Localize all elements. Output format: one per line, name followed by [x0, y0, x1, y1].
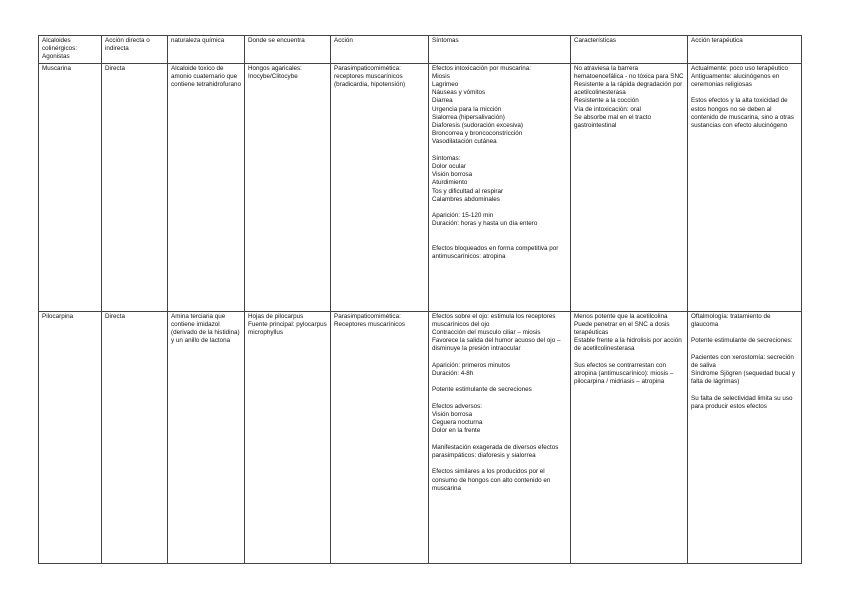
cell-line: Parasimpaticomimética: Receptores muscarínicos	[334, 312, 406, 328]
action-type-cell: Directa	[102, 311, 168, 563]
cell-line: Calambres abdominales	[432, 195, 500, 203]
cell-line	[691, 345, 798, 353]
cell-line: Sus efectos se contrarrestan con atropina (antimuscarínico): miosis – pilocarpina / midriasis – atropina	[574, 361, 674, 386]
cell-line: Aturdimiento	[432, 179, 468, 187]
alkaloid-name-cell: Pilocarpina	[39, 311, 102, 563]
cell-line: Estos efectos y la alta toxicidad de estos hongos no se deben al contenido de muscarina, sino a otras sustancias con efecto alucinógeno	[691, 97, 794, 130]
cell-line: Aparición: 15-120 min	[432, 212, 494, 220]
cell-line: Vasodilatación cutánea	[432, 138, 497, 146]
cell-line: Efectos similares a los producidos por el consumo de hongos con alto contenido en muscarina	[432, 468, 551, 492]
cell-line: Potente estimulante de secreciones:	[691, 337, 793, 345]
cell-line: Urgencia para la micción	[432, 105, 502, 113]
cell-line: Favorece la salida del humor acuoso del ojo – disminuye la presión intraocular	[432, 337, 561, 353]
cell-line	[432, 204, 567, 212]
cell-line	[432, 354, 567, 362]
cell-line: Estable frente a la hidrolisis por acción de acetilcolinesterasa	[574, 337, 682, 353]
cell-line: Sialorrea (hipersalivación)	[432, 113, 505, 121]
cell-line: No atraviesa la barrera hematoencefálica - no tóxica para SNC	[574, 64, 684, 80]
cell-line: Síndrome Sjögren (sequedad bucal y falta de lágrimas)	[691, 370, 795, 386]
cell-line	[574, 354, 684, 362]
cell-line: Parasimpaticomimética: receptores muscarínicos (bradicardia, hipotensión)	[334, 64, 406, 89]
cell-line: Ceguera nocturna	[432, 419, 483, 427]
cell-line: Se absorbe mal en el tracto gastrointestinal	[574, 113, 652, 130]
header-cell: Acción	[331, 36, 429, 64]
cell-line	[432, 147, 567, 155]
header-cell: Donde se encuentra	[245, 36, 331, 64]
cell-line	[432, 378, 567, 386]
cell-line	[432, 229, 567, 237]
cell-line	[432, 395, 567, 403]
alkaloid-name-cell: Muscarina	[39, 63, 102, 311]
cell-line: Náuseas y vómitos	[432, 89, 486, 97]
chemical-nature-cell	[168, 311, 245, 563]
source-cell	[245, 63, 331, 311]
table-header-row	[39, 36, 802, 64]
table-row	[39, 311, 802, 563]
features-cell	[571, 63, 688, 311]
header-cell: naturaleza química	[168, 36, 245, 64]
cell-line: Efectos intoxicación por muscarina:	[432, 64, 532, 72]
cell-line: Duración: 4-8h	[432, 370, 474, 378]
cell-line: Diarrea	[432, 97, 453, 105]
cell-line: Menos potente que la acetilcolina	[574, 312, 668, 320]
cell-line: Manifestación exagerada de diversos efectos parasimpáticos: diaforesis y sialorrea	[432, 443, 559, 459]
cell-line: Oftalmología: tratamiento de glaucoma	[691, 312, 771, 328]
header-cell: Alcaloides colinérgicos: Agonistas	[39, 36, 102, 64]
cell-line: Puede penetrar en el SNC a dosis terapéuticas	[574, 320, 670, 337]
cell-line: Su falta de selectividad limita su uso para producir estos efectos	[691, 394, 793, 410]
cell-line: Duración: horas y hasta un día entero	[432, 220, 538, 228]
cell-line	[432, 237, 567, 245]
cell-line: Fuente principal: pylocarpus microphyllus	[248, 320, 327, 337]
cell-line: Amina terciaria que contiene imidazol (derivado de la histidina) y un anillo de lactona	[171, 312, 240, 345]
cell-line: Visión borrosa	[432, 411, 473, 418]
header-cell: Acción directa o indirecta	[102, 36, 168, 64]
cell-line: Antiguamente: alucinógenos en ceremonias religiosas	[691, 72, 780, 89]
cell-line: Diaforesis (sudoración excesiva)	[432, 122, 523, 130]
source-cell	[245, 311, 331, 563]
alkaloid-table	[38, 35, 802, 564]
therapeutic-action-cell	[688, 311, 802, 563]
cell-line: Lagrimeo	[432, 81, 459, 89]
table-body	[39, 63, 802, 563]
cell-line: Efectos bloqueados en forma competitiva por antimuscarínicos: atropina	[432, 245, 559, 261]
action-type-cell: Directa	[102, 63, 168, 311]
cell-line: Vía de intoxicación: oral	[574, 105, 641, 113]
table-row	[39, 63, 802, 311]
cell-line: Hongos agaricales: Inocybe/Clitocybe	[248, 64, 302, 80]
cell-line: Dolor ocular	[432, 163, 466, 171]
cell-line: Resistente a la cocción	[574, 97, 639, 105]
chemical-nature-cell	[168, 63, 245, 311]
cell-line: Potente estimulante de secreciones	[432, 386, 532, 394]
cell-line: Resistente a la rápida degradación por acetilcolinesterasa	[574, 81, 683, 97]
cell-line	[691, 89, 798, 97]
cell-line: Efectos sobre el ojo: estimula los receptores muscarínicos del ojo	[432, 312, 556, 328]
features-cell	[571, 311, 688, 563]
cell-line	[432, 436, 567, 444]
cell-line: Pacientes con xerostomía: secreción de saliva	[691, 353, 794, 369]
action-cell	[331, 63, 429, 311]
cell-line: Efectos adversos:	[432, 402, 483, 410]
cell-line: Alcaloide toxico de amonio cuaternario que contiene tetrahidrofurano	[171, 64, 242, 89]
symptoms-cell	[429, 311, 571, 563]
cell-line: Actualmente: poco uso terapéutico	[691, 64, 788, 72]
cell-line	[691, 329, 798, 337]
header-cell: Características	[571, 36, 688, 64]
cell-line: Contracción del musculo ciliar – miosis	[432, 329, 541, 337]
cell-line: Miosis	[432, 72, 450, 80]
therapeutic-action-cell	[688, 63, 802, 311]
cell-line: Broncorrea y broncoconstricción	[432, 130, 523, 138]
cell-line	[691, 386, 798, 394]
cell-line: Dolor en la frente	[432, 427, 481, 435]
cell-line: Hojas de pilocarpus	[248, 312, 304, 320]
header-cell: Acción terapéutica	[688, 36, 802, 64]
action-cell	[331, 311, 429, 563]
cell-line: Síntomas:	[432, 154, 461, 162]
cell-line: Visión borrosa	[432, 171, 473, 179]
cell-line: Tos y dificultad al respirar	[432, 187, 504, 195]
symptoms-cell	[429, 63, 571, 311]
cell-line: Aparición: primeros minutos	[432, 361, 511, 369]
cell-line	[432, 460, 567, 468]
header-cell: Síntomas	[429, 36, 571, 64]
